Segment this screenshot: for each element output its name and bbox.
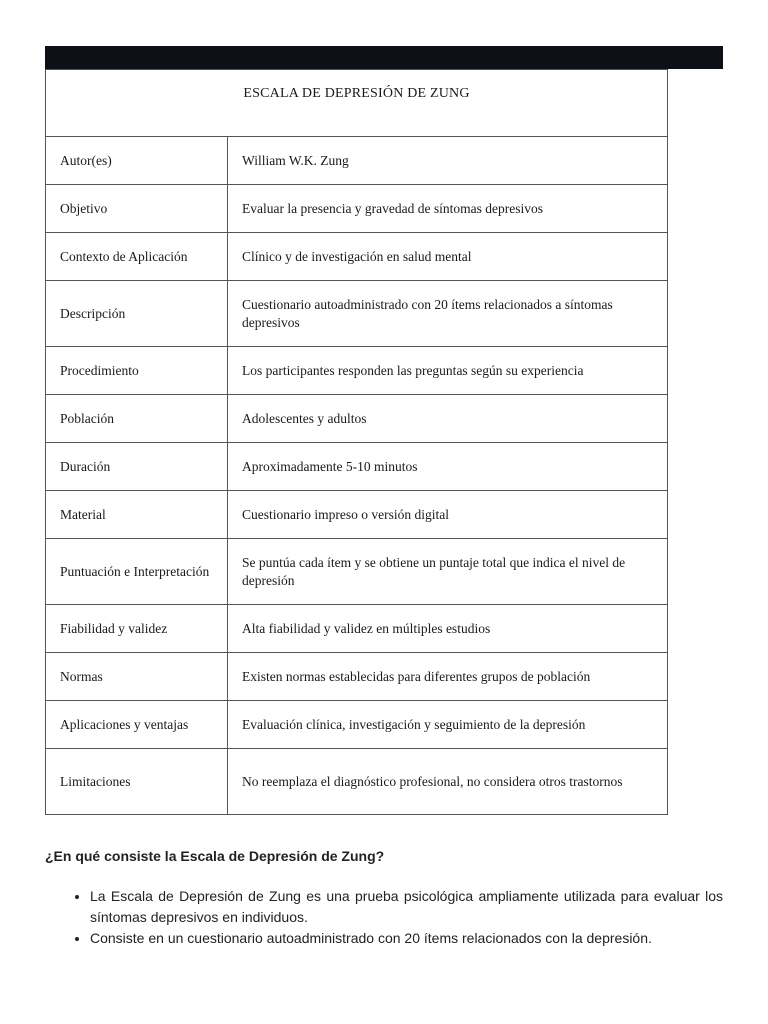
row-label: Fiabilidad y validez — [46, 605, 228, 653]
list-item: • Consiste en un cuestionario autoadministrado con 20 ítems relacionados con la depresión. — [90, 928, 723, 949]
row-value: Adolescentes y adultos — [228, 395, 668, 443]
table-row — [46, 701, 668, 749]
row-label: Objetivo — [46, 185, 228, 233]
row-value: Aproximadamente 5-10 minutos — [228, 443, 668, 491]
table-row — [46, 443, 668, 491]
row-value: Evaluar la presencia y gravedad de síntomas depresivos — [228, 185, 668, 233]
row-value: William W.K. Zung — [228, 137, 668, 185]
row-label: Aplicaciones y ventajas — [46, 701, 228, 749]
row-label: Duración — [46, 443, 228, 491]
table-row — [46, 749, 668, 815]
table-row — [46, 137, 668, 185]
row-value: Existen normas establecidas para diferentes grupos de población — [228, 653, 668, 701]
table-row — [46, 491, 668, 539]
row-value: Clínico y de investigación en salud mental — [228, 233, 668, 281]
info-table — [45, 69, 668, 815]
row-label: Contexto de Aplicación — [46, 233, 228, 281]
row-label: Descripción — [46, 281, 228, 347]
bullet-list — [45, 886, 723, 949]
row-value: Se puntúa cada ítem y se obtiene un puntaje total que indica el nivel de depresión — [228, 539, 668, 605]
row-value: Evaluación clínica, investigación y seguimiento de la depresión — [228, 701, 668, 749]
table-row — [46, 233, 668, 281]
row-value: Alta fiabilidad y validez en múltiples estudios — [228, 605, 668, 653]
table-row — [46, 605, 668, 653]
row-value: Cuestionario impreso o versión digital — [228, 491, 668, 539]
table-title: ESCALA DE DEPRESIÓN DE ZUNG — [46, 70, 668, 137]
table-row — [46, 185, 668, 233]
row-value: Cuestionario autoadministrado con 20 ítems relacionados a síntomas depresivos — [228, 281, 668, 347]
row-label: Limitaciones — [46, 749, 228, 815]
row-label: Material — [46, 491, 228, 539]
list-item: • La Escala de Depresión de Zung es una prueba psicológica ampliamente utilizada para evaluar los síntomas depresivos en individuos. — [90, 886, 723, 928]
section-heading: ¿En qué consiste la Escala de Depresión de Zung? — [45, 848, 385, 864]
table-row — [46, 281, 668, 347]
info-table-container — [45, 69, 667, 815]
table-title-row — [46, 70, 668, 137]
table-row — [46, 395, 668, 443]
table-row — [46, 653, 668, 701]
row-label: Puntuación e Interpretación — [46, 539, 228, 605]
table-row — [46, 539, 668, 605]
row-label: Normas — [46, 653, 228, 701]
table-row — [46, 347, 668, 395]
row-value: No reemplaza el diagnóstico profesional, no considera otros trastornos — [228, 749, 668, 815]
description-section — [45, 846, 723, 949]
row-label: Procedimiento — [46, 347, 228, 395]
row-label: Autor(es) — [46, 137, 228, 185]
row-label: Población — [46, 395, 228, 443]
row-value: Los participantes responden las preguntas según su experiencia — [228, 347, 668, 395]
header-bar — [45, 46, 723, 69]
